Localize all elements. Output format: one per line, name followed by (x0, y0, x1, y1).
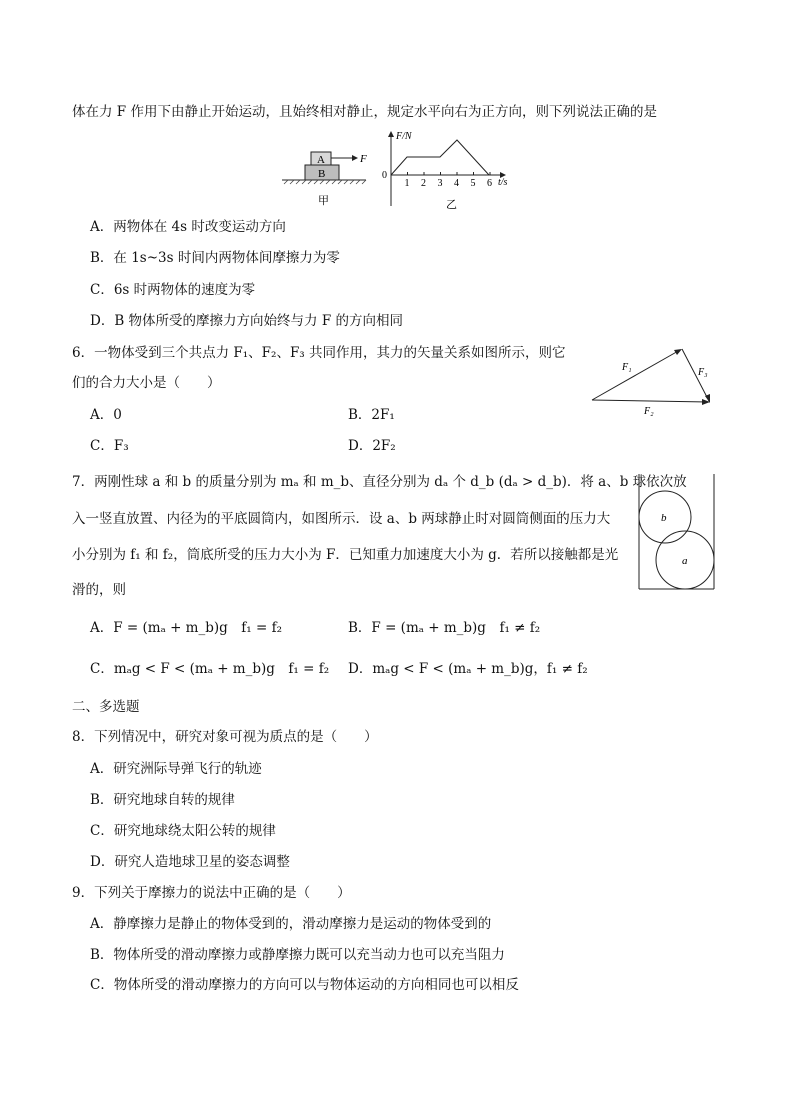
q7-option-c: C．mₐg < F < (mₐ + m_b)g f₁ = f₂ (90, 661, 330, 677)
x-tick-label: 3 (437, 178, 443, 189)
q8-stem: 8．下列情况中，研究对象可视为质点的是（ ） (72, 729, 378, 745)
q8-option-d: D．研究人造地球卫星的姿态调整 (90, 854, 290, 870)
q9-option-b: B．物体所受的滑动摩擦力或静摩擦力既可以充当动力也可以充当阻力 (90, 947, 505, 963)
q7-line2: 入一竖直放置、内径为的平底圆筒内，如图所示．设 a、b 两球静止时对圆筒侧面的压力大 (72, 511, 611, 527)
q8-option-c: C．研究地球绕太阳公转的规律 (90, 823, 276, 839)
y-axis-label: F/N (396, 131, 412, 142)
x-axis-label: t/s (498, 177, 508, 188)
ball-b-label: b (661, 512, 667, 524)
q7-line1: 7．两刚性球 a 和 b 的质量分别为 mₐ 和 m_b、直径分别为 dₐ 个 d_b (dₐ > d_b)．将 a、b 球依次放 (72, 474, 687, 490)
caption-yi: 乙 (446, 199, 457, 211)
f2-label: F₂ (644, 406, 654, 417)
f1-label: F₁ (622, 362, 632, 373)
q6-option-d: D．2F₂ (348, 438, 396, 454)
q7-line3: 小分别为 f₁ 和 f₂，筒底所受的压力大小为 F．已知重力加速度大小为 g．若所以接触都是光 (72, 547, 619, 563)
x-tick-label: 4 (454, 178, 459, 189)
q5-stem-tail: 体在力 F 作用下由静止开始运动，且始终相对静止，规定水平向右为正方向，则下列说法正确的是 (72, 104, 657, 120)
q6-stem-line2: 们的合力大小是（ ） (72, 375, 221, 391)
q6-stem-line1: 6．一物体受到三个共点力 F₁、F₂、F₃ 共同作用，其力的矢量关系如图所示，则它 (72, 345, 566, 361)
q6-vector-figure (586, 342, 718, 420)
q5-option-b: B．在 1s~3s 时间内两物体间摩擦力为零 (90, 250, 340, 266)
caption-jia: 甲 (318, 195, 329, 207)
q8-option-a: A．研究洲际导弹飞行的轨迹 (90, 761, 262, 777)
q8-option-b: B．研究地球自转的规律 (90, 792, 235, 808)
x-tick-label: 2 (421, 178, 426, 189)
q7-option-b: B．F = (mₐ + m_b)g f₁ ≠ f₂ (348, 620, 541, 636)
origin-label: 0 (382, 170, 387, 181)
q6-option-b: B．2F₁ (348, 407, 395, 423)
q7-line4: 滑的，则 (72, 582, 126, 598)
q6-option-c: C．F₃ (90, 438, 129, 454)
q6-option-a: A．0 (90, 407, 122, 423)
x-tick-label: 5 (470, 178, 476, 189)
force-label: F (360, 153, 367, 165)
q5-figure-jia (280, 148, 380, 210)
q7-option-a: A．F = (mₐ + m_b)g f₁ = f₂ (90, 620, 282, 636)
q5-option-d: D．B 物体所受的摩擦力方向始终与力 F 的方向相同 (90, 313, 403, 329)
section-title-multi-choice: 二、多选题 (72, 699, 140, 715)
x-tick-label: 6 (487, 178, 492, 189)
ball-a-label: a (682, 555, 688, 567)
q9-stem: 9．下列关于摩擦力的说法中正确的是（ ） (72, 885, 351, 901)
f3-label: F₃ (698, 367, 708, 378)
q9-option-a: A．静摩擦力是静止的物体受到的，滑动摩擦力是运动的物体受到的 (90, 916, 492, 932)
q7-cylinder-figure (637, 474, 719, 592)
block-b-label: B (318, 168, 326, 180)
q5-option-c: C．6s 时两物体的速度为零 (90, 282, 256, 298)
q9-option-c: C．物体所受的滑动摩擦力的方向可以与物体运动的方向相同也可以相反 (90, 977, 519, 993)
q5-option-a: A．两物体在 4s 时改变运动方向 (90, 219, 286, 235)
x-tick-label: 1 (404, 178, 410, 189)
q7-option-d: D．mₐg < F < (mₐ + m_b)g，f₁ ≠ f₂ (348, 661, 588, 677)
force-curve (391, 140, 489, 175)
block-a-label: A (317, 154, 325, 166)
q5-figure-yi (374, 128, 524, 212)
